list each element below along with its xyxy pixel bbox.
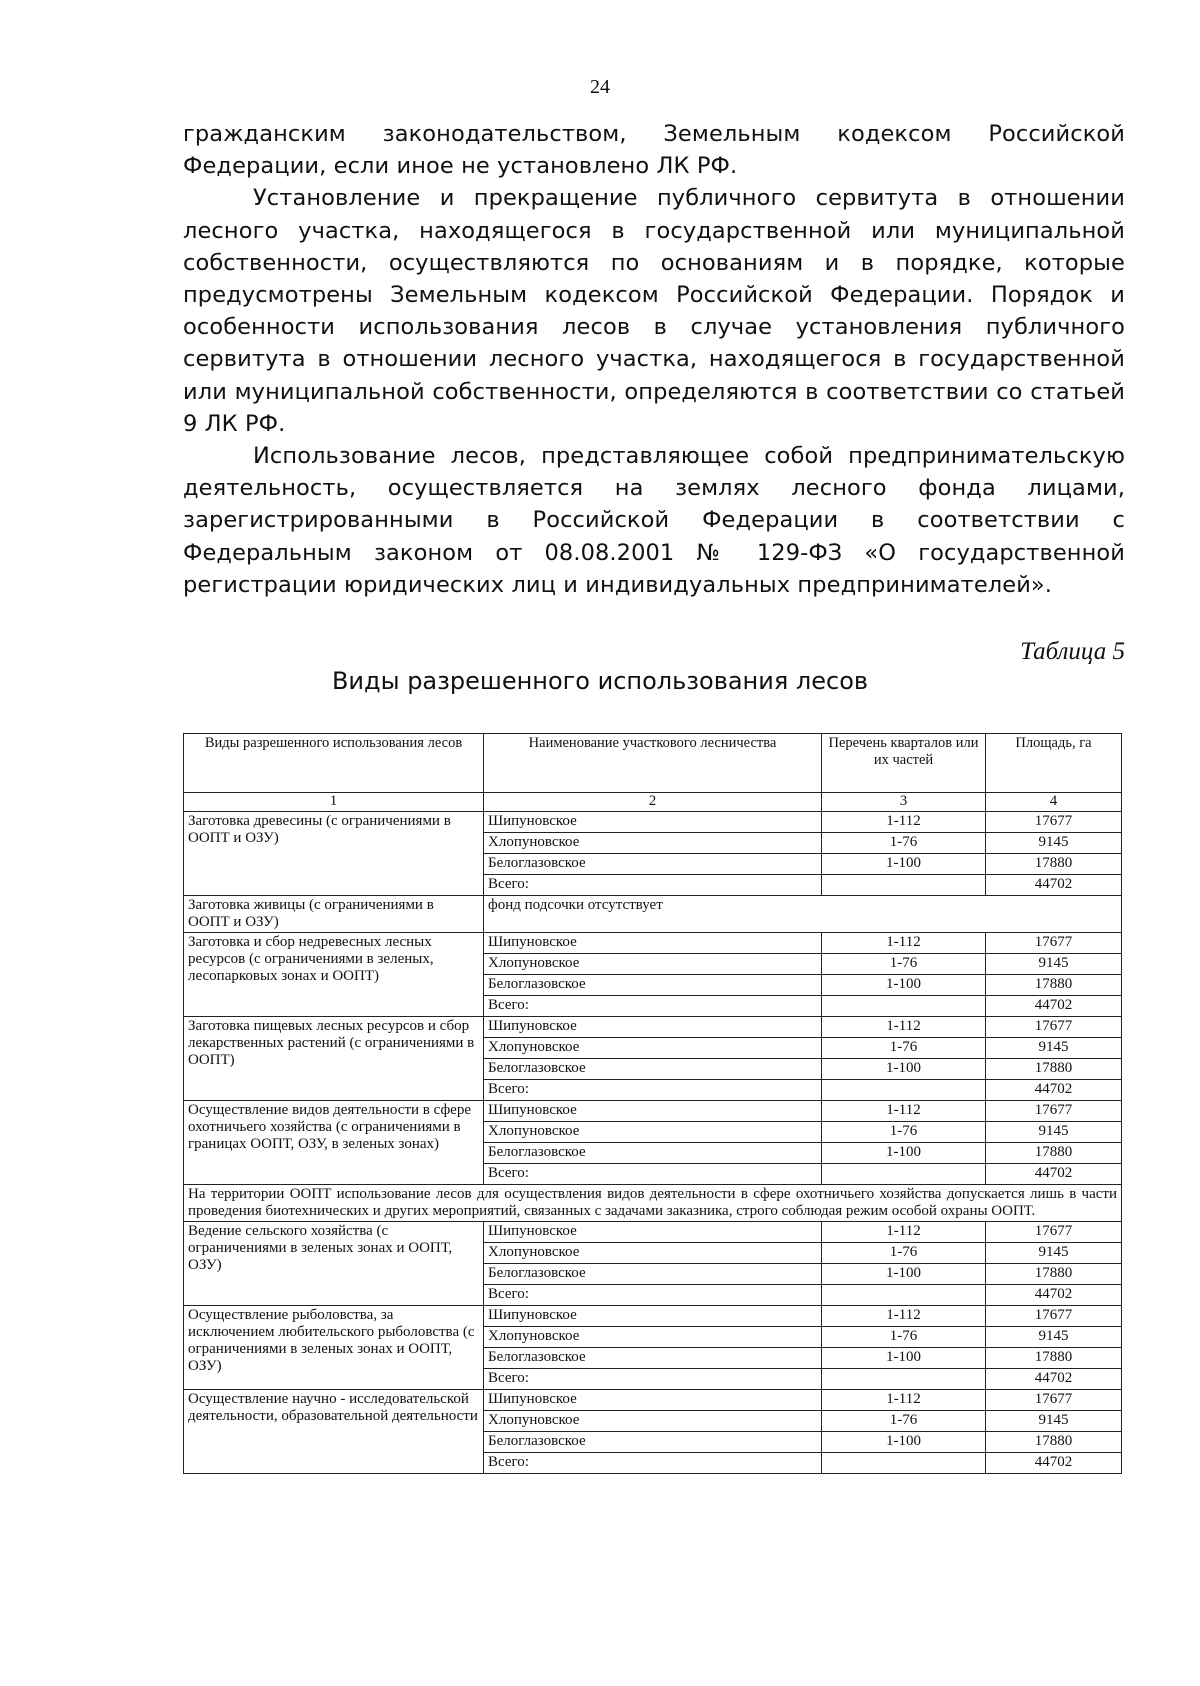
- group-note-cell: фонд подсочки отсутствует: [484, 896, 1122, 933]
- forestry-cell: Белоглазовское: [484, 854, 822, 875]
- table-title: Виды разрешенного использования лесов: [331, 667, 869, 695]
- quarters-cell: 1-76: [822, 1327, 986, 1348]
- table-row: [184, 1017, 1122, 1038]
- quarters-cell: 1-112: [822, 812, 986, 833]
- area-cell: 17677: [986, 933, 1122, 954]
- area-cell: 9145: [986, 1327, 1122, 1348]
- quarters-cell: 1-100: [822, 854, 986, 875]
- area-cell: 9145: [986, 1122, 1122, 1143]
- body-text: [183, 118, 1125, 601]
- quarters-cell: 1-112: [822, 1101, 986, 1122]
- forestry-cell: Всего:: [484, 1080, 822, 1101]
- forestry-cell: Шипуновское: [484, 1390, 822, 1411]
- column-number-row: [184, 793, 1122, 812]
- area-cell: 17677: [986, 812, 1122, 833]
- area-cell: 17677: [986, 1390, 1122, 1411]
- quarters-cell: 1-76: [822, 1122, 986, 1143]
- area-cell: 9145: [986, 1411, 1122, 1432]
- forestry-cell: Шипуновское: [484, 812, 822, 833]
- quarters-cell: 1-100: [822, 1059, 986, 1080]
- area-cell: 44702: [986, 1285, 1122, 1306]
- quarters-cell: 1-76: [822, 1411, 986, 1432]
- quarters-cell: [822, 875, 986, 896]
- table-row: [184, 1101, 1122, 1122]
- paragraph: Установление и прекращение публичного сервитута в отношении лесного участка, находящегося в государственной или муниципальной собственности, осуществляются по основаниям и в порядке, которые предусмотрены Земельным кодексом Российской Федерации. Порядок и особенности использования лесов в случае установления публичного сервитута в отношении лесного участка, находящегося в государственной или муниципальной собственности, определяются в соответствии со статьей 9 ЛК РФ.: [183, 185, 1125, 437]
- quarters-cell: [822, 1369, 986, 1390]
- area-cell: 44702: [986, 1080, 1122, 1101]
- area-cell: 17880: [986, 975, 1122, 996]
- quarters-cell: 1-100: [822, 975, 986, 996]
- area-cell: 9145: [986, 1038, 1122, 1059]
- quarters-cell: 1-112: [822, 933, 986, 954]
- quarters-cell: 1-112: [822, 1222, 986, 1243]
- area-cell: 17880: [986, 1432, 1122, 1453]
- header-cell: Наименование участкового лесничества: [484, 734, 822, 793]
- forestry-cell: Всего:: [484, 1164, 822, 1185]
- area-cell: 17880: [986, 1264, 1122, 1285]
- page-number: 24: [590, 76, 610, 98]
- forestry-cell: Белоглазовское: [484, 1432, 822, 1453]
- header-cell: Площадь, га: [986, 734, 1122, 793]
- quarters-cell: 1-76: [822, 954, 986, 975]
- header-cell: Виды разрешенного использования лесов: [184, 734, 484, 793]
- quarters-cell: [822, 996, 986, 1017]
- use-type-cell: Ведение сельского хозяйства (с ограничениями в зеленых зонах и ООПТ, ОЗУ): [184, 1222, 484, 1306]
- area-cell: 17880: [986, 1059, 1122, 1080]
- forestry-cell: Хлопуновское: [484, 833, 822, 854]
- quarters-cell: 1-112: [822, 1390, 986, 1411]
- area-cell: 44702: [986, 1164, 1122, 1185]
- use-type-cell: Осуществление рыболовства, за исключением любительского рыболовства (с ограничениями в зеленых зонах и ООПТ, ОЗУ): [184, 1306, 484, 1390]
- use-type-cell: Заготовка пищевых лесных ресурсов и сбор лекарственных растений (с ограничениями в ООПТ): [184, 1017, 484, 1101]
- forestry-cell: Хлопуновское: [484, 1243, 822, 1264]
- forestry-cell: Всего:: [484, 996, 822, 1017]
- quarters-cell: [822, 1285, 986, 1306]
- forestry-cell: Белоглазовское: [484, 1348, 822, 1369]
- forestry-cell: Хлопуновское: [484, 1327, 822, 1348]
- paragraph: Использование лесов, представляющее собой предпринимательскую деятельность, осуществляется на землях лесного фонда лицами, зарегистрированными в Российской Федерации в соответствии с Федеральным законом от 08.08.2001 № 129-ФЗ «О государственной регистрации юридических лиц и индивидуальных предпринимателей».: [183, 443, 1125, 598]
- forestry-cell: Всего:: [484, 1285, 822, 1306]
- table-row: [184, 812, 1122, 833]
- quarters-cell: 1-112: [822, 1017, 986, 1038]
- forestry-cell: Белоглазовское: [484, 975, 822, 996]
- forestry-cell: Хлопуновское: [484, 1122, 822, 1143]
- column-number: 2: [484, 793, 822, 812]
- use-type-cell: Заготовка и сбор недревесных лесных ресурсов (с ограничениями в зеленых, лесопарковых зонах и ООПТ): [184, 933, 484, 1017]
- use-type-cell: Заготовка живицы (с ограничениями в ООПТ и ОЗУ): [184, 896, 484, 933]
- forestry-cell: Белоглазовское: [484, 1264, 822, 1285]
- column-number: 1: [184, 793, 484, 812]
- quarters-cell: 1-100: [822, 1348, 986, 1369]
- forestry-cell: Всего:: [484, 1369, 822, 1390]
- area-cell: 9145: [986, 1243, 1122, 1264]
- use-type-cell: Осуществление видов деятельности в сфере охотничьего хозяйства (с ограничениями в границах ООПТ, ОЗУ, в зеленых зонах): [184, 1101, 484, 1185]
- hunting-note: На территории ООПТ использование лесов для осуществления видов деятельности в сфере охотничьего хозяйства допускается лишь в части проведения биотехнических и других мероприятий, связанных с задачами заказника, строго соблюдая режим особой охраны ООПТ.: [184, 1185, 1122, 1222]
- area-cell: 17677: [986, 1017, 1122, 1038]
- quarters-cell: 1-76: [822, 833, 986, 854]
- use-type-cell: Заготовка древесины (с ограничениями в ООПТ и ОЗУ): [184, 812, 484, 896]
- quarters-cell: 1-100: [822, 1143, 986, 1164]
- area-cell: 17880: [986, 854, 1122, 875]
- area-cell: 44702: [986, 1369, 1122, 1390]
- area-cell: 44702: [986, 1453, 1122, 1474]
- area-cell: 44702: [986, 875, 1122, 896]
- forestry-cell: Шипуновское: [484, 1306, 822, 1327]
- column-number: 4: [986, 793, 1122, 812]
- paragraph: гражданским законодательством, Земельным кодексом Российской Федерации, если иное не установлено ЛК РФ.: [183, 121, 1125, 180]
- table-row: [184, 1390, 1122, 1411]
- quarters-cell: [822, 1453, 986, 1474]
- table-row: [184, 1306, 1122, 1327]
- area-cell: 17677: [986, 1306, 1122, 1327]
- quarters-cell: [822, 1164, 986, 1185]
- forestry-cell: Всего:: [484, 875, 822, 896]
- quarters-cell: [822, 1080, 986, 1101]
- column-number: 3: [822, 793, 986, 812]
- forestry-cell: Белоглазовское: [484, 1143, 822, 1164]
- area-cell: 17677: [986, 1222, 1122, 1243]
- forestry-cell: Хлопуновское: [484, 1038, 822, 1059]
- table-caption: Таблица 5: [1020, 638, 1125, 665]
- area-cell: 9145: [986, 954, 1122, 975]
- table-row: [184, 933, 1122, 954]
- forest-use-table: [183, 733, 1122, 1474]
- table-row: [184, 1222, 1122, 1243]
- quarters-cell: 1-100: [822, 1432, 986, 1453]
- area-cell: 44702: [986, 996, 1122, 1017]
- forestry-cell: Белоглазовское: [484, 1059, 822, 1080]
- quarters-cell: 1-100: [822, 1264, 986, 1285]
- quarters-cell: 1-76: [822, 1038, 986, 1059]
- quarters-cell: 1-76: [822, 1243, 986, 1264]
- forestry-cell: Шипуновское: [484, 1017, 822, 1038]
- table-row: [184, 896, 1122, 933]
- forestry-cell: Шипуновское: [484, 933, 822, 954]
- forestry-cell: Всего:: [484, 1453, 822, 1474]
- forestry-cell: Шипуновское: [484, 1101, 822, 1122]
- forestry-cell: Хлопуновское: [484, 954, 822, 975]
- quarters-cell: 1-112: [822, 1306, 986, 1327]
- forestry-cell: Шипуновское: [484, 1222, 822, 1243]
- header-cell: Перечень кварталов или их частей: [822, 734, 986, 793]
- area-cell: 17677: [986, 1101, 1122, 1122]
- table-header-row: [184, 734, 1122, 793]
- area-cell: 17880: [986, 1348, 1122, 1369]
- forestry-cell: Хлопуновское: [484, 1411, 822, 1432]
- area-cell: 9145: [986, 833, 1122, 854]
- use-type-cell: Осуществление научно - исследовательской деятельности, образовательной деятельности: [184, 1390, 484, 1474]
- table-note-row: [184, 1185, 1122, 1222]
- area-cell: 17880: [986, 1143, 1122, 1164]
